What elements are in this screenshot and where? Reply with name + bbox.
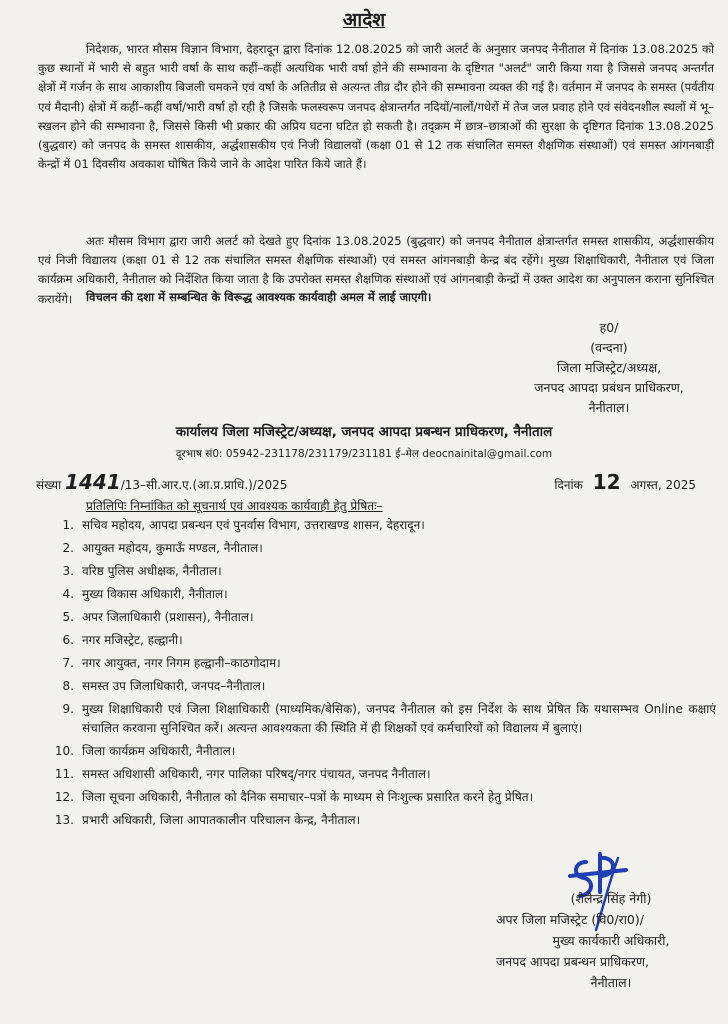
sign-mark: ह0/ — [599, 320, 619, 335]
document-title: आदेश — [342, 9, 386, 31]
list-item: 8. समस्त उप जिलाधिकारी, जनपद–नैनीताल। — [62, 679, 266, 693]
signatory-name: (शैलेन्द्र सिंह नेगी) — [570, 891, 652, 906]
signatory-place: नैनीताल। — [590, 975, 632, 990]
additional-magistrate-signature-block — [496, 888, 726, 993]
list-item: 2. आयुक्त महोदय, कुमाऊँ मण्डल, नैनीताल। — [62, 541, 263, 555]
reference-date — [554, 470, 696, 494]
signatory-designation: जिला मजिस्ट्रेट/अध्यक्ष, — [556, 360, 662, 375]
list-item: 12. जिला सूचना अधिकारी, नैनीताल को दैनिक समाचार–पत्रों के माध्यम से निःशुल्क प्रसारित करने हेतु प्रेषित। — [54, 790, 534, 804]
reference-number: 1441 — [65, 470, 121, 494]
signatory-role: मुख्य कार्यकारी अधिकारी, — [552, 933, 670, 948]
list-item: 13. प्रभारी अधिकारी, जिला आपातकालीन परिचालन केन्द्र, नैनीताल। — [54, 813, 361, 827]
signatory-designation: अपर जिला मजिस्ट्रेट (वि0/रा0)/ — [496, 912, 644, 927]
signatory-authority: जनपद आपदा प्रबन्धन प्राधिकरण, — [496, 954, 649, 969]
order-paragraph-2: अतः मौसम विभाग द्वारा जारी अलर्ट को देखते हुए दिनांक 13.08.2025 (बुद्धवार) को जनपद नैनीताल क्षेत्रान्तर्गत समस्त शासकीय, अर्द्धशासकीय एवं निजी विद्यालय (कक्षा 01 से 12 तक संचालित समस्त शैक्षणिक संस्थाओं) एवं समस्त आंगनबाड़ी केन्द्र बंद रहेंगे। मुख्य शिक्षाधिकारी, नैनीताल एवं जिला कार्यक्रम अधिकारी, नैनीताल को निर्देशित किया जाता है कि उपरोक्त समस्त शैक्षणिक संस्थाओं एवं आंगनबाड़ी केन्द्रों में उक्त आदेश का अनुपालन कराना सुनिश्चित करायेंगे। — [38, 234, 714, 306]
recipient-list — [44, 516, 716, 834]
office-heading: कार्यालय जिला मजिस्ट्रेट/अध्यक्ष, जनपद आपदा प्रबन्धन प्राधिकरण, नैनीताल — [175, 424, 553, 440]
reference-label: संख्या — [36, 478, 62, 492]
date-day: 12 — [592, 470, 621, 494]
district-magistrate-signature-block — [494, 318, 724, 418]
list-item: 1. सचिव महोदय, आपदा प्रबन्धन एवं पुनर्वास विभाग, उत्तराखण्ड शासन, देहरादून। — [62, 518, 425, 532]
list-item: 6. नगर मजिस्ट्रेट, हल्द्वानी। — [62, 633, 183, 647]
signatory-place: नैनीताल। — [588, 400, 630, 415]
list-item: 3. वरिष्ठ पुलिस अधीक्षक, नैनीताल। — [62, 564, 222, 578]
list-item: 7. नगर आयुक्त, नगर निगम हल्द्वानी–काठगोदाम। — [62, 656, 281, 670]
reference-code: /13–सी.आर.ए.(आ.प्र.प्राधि.)/2025 — [120, 478, 288, 492]
copy-to-heading: प्रतिलिपिः निम्नांकित को सूचनार्थ एवं आवश्यक कार्यवाही हेतु प्रेषितः– — [86, 499, 383, 513]
list-item: 11. समस्त अधिशासी अधिकारी, नगर पालिका परिषद्/नगर पंचायत, जनपद नैनीताल। — [54, 767, 431, 781]
date-label: दिनांक — [554, 478, 583, 492]
order-paragraph-3: विचलन की दशा में सम्बन्धित के विरूद्ध आवश्यक कार्यवाही अमल में लाई जाएगी। — [86, 290, 432, 304]
date-month-year: अगस्त, 2025 — [630, 478, 696, 492]
list-item: 4. मुख्य विकास अधिकारी, नैनीताल। — [62, 587, 228, 601]
office-contact: दूरभाष सं0: 05942–231178/231179/231181 ई–मेल deocnainital@gmail.com — [175, 448, 553, 460]
list-item: 10. जिला कार्यक्रम अधिकारी, नैनीताल। — [54, 744, 236, 758]
reference-line — [36, 470, 696, 494]
order-paragraph-1: निदेशक, भारत मौसम विज्ञान विभाग, देहरादून द्वारा दिनांक 12.08.2025 को जारी अलर्ट के अनुसार जनपद नैनीताल में दिनांक 13.08.2025 को कुछ स्थानों में भारी से बहुत भारी वर्षा के साथ कहीं–कहीं अत्यधिक भारी वर्षा होने की सम्भावना के दृष्टिगत "अलर्ट" जारी किया गया है जिससे जनपद अन्तर्गत क्षेत्रों में गर्जन के साथ आकाशीय बिजली चमकने एवं वर्षा के अतितीव्र से अत्यन्त तीव्र दौर होने की सम्भावना व्यक्त की गई है। वर्तमान में जनपद के समस्त (पर्वतीय एवं मैदानी) क्षेत्रों में कहीं–कहीं वर्षा/भारी वर्षा हो रही है जिसके फलस्वरूप जनपद क्षेत्रान्तर्गत नदियों/नालों/गधेरों में तेज जल प्रवाह होने एवं संवेदनशील स्थलों में भू–स्खलन होने की सम्भावना है, जिससे किसी भी प्रकार की अप्रिय घटना घटित हो सकती है। तद्क्रम में छात्र–छात्राओं की सुरक्षा के दृष्टिगत दिनांक 13.08.2025 (बुद्धवार) को जनपद के समस्त शासकीय, अर्द्धशासकीय एवं निजी विद्यालयों (कक्षा 01 से 12 तक संचालित समस्त शैक्षणिक संस्थाओं) एवं समस्त आंगनबाड़ी केन्द्रों में 01 दिवसीय अवकाश घोषित किये जाने के आदेश पारित किये जाते हैं। — [38, 42, 714, 172]
signatory-authority: जनपद आपदा प्रबंधन प्राधिकरण, — [534, 380, 684, 395]
list-item: 9. मुख्य शिक्षाधिकारी एवं जिला शिक्षाधिकारी (माध्यमिक/बेसिक), जनपद नैनीताल को इस निर्देश के साथ प्रेषित कि यथासम्भव Online कक्षाएं संचालित करवाना सुनिश्चित करें। अत्यन्त आवश्यकता की स्थिति में ही शिक्षकों एवं कर्मचारियों को विद्यालय में बुलाएं। — [62, 702, 716, 735]
list-item: 5. अपर जिलाधिकारी (प्रशासन), नैनीताल। — [62, 610, 254, 624]
signatory-name: (वन्दना) — [590, 340, 628, 355]
